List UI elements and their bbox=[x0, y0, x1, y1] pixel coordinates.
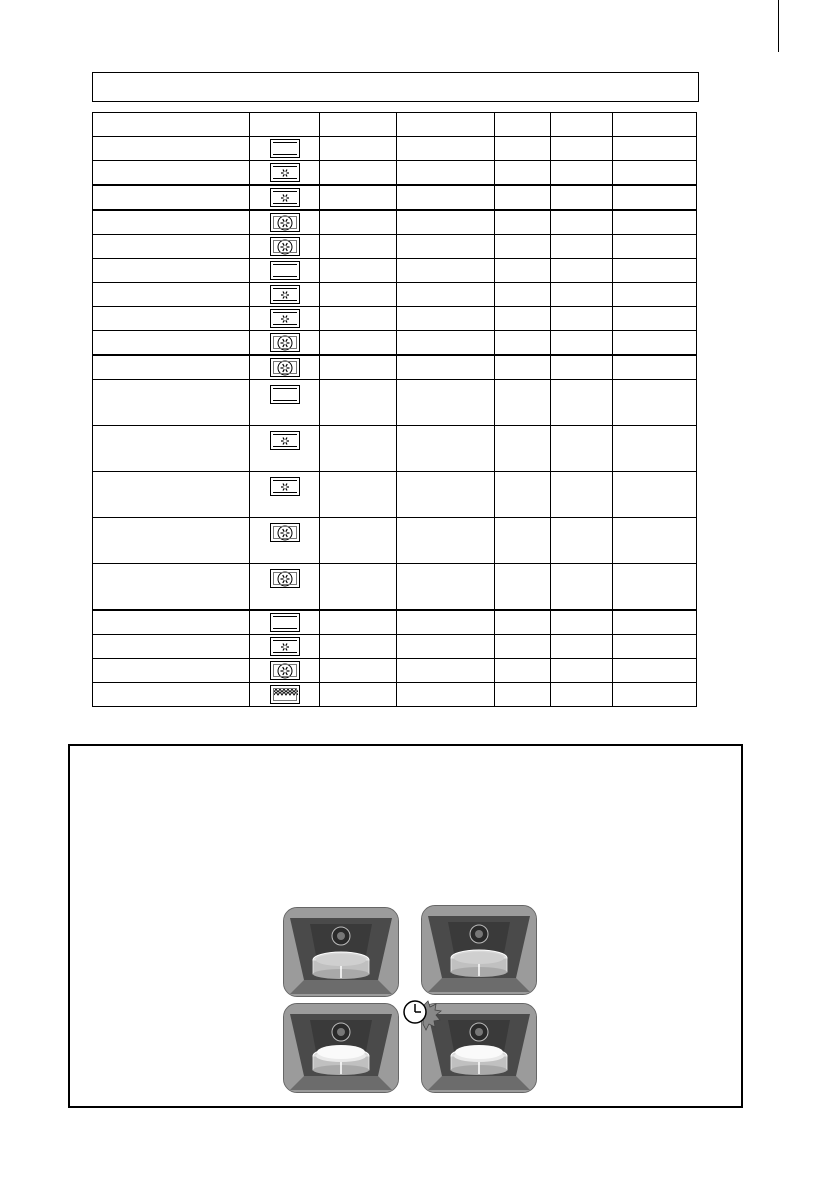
table-cell bbox=[93, 161, 250, 186]
hot-air-fan-icon bbox=[270, 523, 300, 542]
header-col-4 bbox=[397, 113, 495, 137]
table-cell bbox=[397, 283, 495, 307]
header-col-5 bbox=[495, 113, 551, 137]
table-cell bbox=[551, 472, 613, 518]
table-cell bbox=[495, 610, 551, 635]
table-cell bbox=[93, 610, 250, 635]
table-cell bbox=[320, 137, 397, 161]
table-cell bbox=[551, 380, 613, 426]
table-cell bbox=[551, 210, 613, 235]
table-cell bbox=[613, 185, 697, 210]
table-cell bbox=[320, 259, 397, 283]
table-cell bbox=[551, 185, 613, 210]
table-cell bbox=[551, 259, 613, 283]
table-cell bbox=[397, 635, 495, 659]
mode-icon-cell bbox=[250, 564, 320, 611]
table-cell bbox=[551, 659, 613, 683]
table-cell bbox=[93, 683, 250, 707]
hot-air-fan-icon bbox=[270, 213, 300, 232]
table-cell bbox=[495, 472, 551, 518]
hot-air-fan-icon bbox=[270, 333, 300, 352]
table-row bbox=[93, 307, 697, 331]
table-cell bbox=[613, 610, 697, 635]
table-cell bbox=[397, 259, 495, 283]
table-row bbox=[93, 380, 697, 426]
table-cell bbox=[613, 235, 697, 259]
fan-top-bottom-heat-icon bbox=[270, 309, 300, 328]
table-row bbox=[93, 355, 697, 380]
table-cell bbox=[397, 185, 495, 210]
table-cell bbox=[93, 472, 250, 518]
table-cell bbox=[93, 659, 250, 683]
hot-air-fan-icon bbox=[270, 569, 300, 588]
table-cell bbox=[613, 283, 697, 307]
mode-icon-cell bbox=[250, 235, 320, 259]
table-cell bbox=[613, 137, 697, 161]
table-cell bbox=[320, 355, 397, 380]
table-cell bbox=[495, 380, 551, 426]
table-cell bbox=[93, 307, 250, 331]
header-col-3 bbox=[320, 113, 397, 137]
table-cell bbox=[495, 161, 551, 186]
fan-top-bottom-heat-icon bbox=[270, 285, 300, 304]
table-cell bbox=[613, 161, 697, 186]
table-cell bbox=[613, 259, 697, 283]
table-cell bbox=[551, 161, 613, 186]
table-cell bbox=[397, 210, 495, 235]
table-cell bbox=[613, 564, 697, 611]
table-cell bbox=[613, 355, 697, 380]
table-cell bbox=[551, 355, 613, 380]
table-cell bbox=[320, 380, 397, 426]
table-cell bbox=[320, 610, 397, 635]
table-cell bbox=[495, 659, 551, 683]
table-row bbox=[93, 683, 697, 707]
mode-icon-cell bbox=[250, 161, 320, 186]
table-cell bbox=[495, 137, 551, 161]
table-cell bbox=[613, 331, 697, 356]
table-cell bbox=[93, 331, 250, 356]
header-col-6 bbox=[551, 113, 613, 137]
table-cell bbox=[495, 683, 551, 707]
table-row bbox=[93, 659, 697, 683]
mode-icon-cell bbox=[250, 307, 320, 331]
cooking-table bbox=[92, 112, 697, 707]
table-cell bbox=[613, 210, 697, 235]
table-row bbox=[93, 610, 697, 635]
mode-icon-cell bbox=[250, 355, 320, 380]
hot-air-fan-icon bbox=[270, 358, 300, 377]
table-cell bbox=[613, 659, 697, 683]
table-cell bbox=[551, 235, 613, 259]
oven-photo-step-2 bbox=[421, 905, 537, 995]
mode-icon-cell bbox=[250, 331, 320, 356]
table-cell bbox=[495, 235, 551, 259]
table-cell bbox=[320, 564, 397, 611]
table-cell bbox=[93, 635, 250, 659]
table-cell bbox=[320, 518, 397, 564]
table-cell bbox=[93, 283, 250, 307]
table-cell bbox=[93, 380, 250, 426]
mode-icon-cell bbox=[250, 610, 320, 635]
table-cell bbox=[320, 635, 397, 659]
table-cell bbox=[93, 518, 250, 564]
table-cell bbox=[613, 426, 697, 472]
table-cell bbox=[320, 185, 397, 210]
mode-icon-cell bbox=[250, 185, 320, 210]
table-cell bbox=[495, 331, 551, 356]
table-title-box bbox=[92, 72, 699, 102]
fan-top-bottom-heat-icon bbox=[270, 477, 300, 496]
table-header-row bbox=[93, 113, 697, 137]
cut-mark-line bbox=[778, 0, 779, 52]
mode-icon-cell bbox=[250, 659, 320, 683]
oven-photo-step-1 bbox=[283, 907, 399, 997]
table-row bbox=[93, 235, 697, 259]
mode-icon-cell bbox=[250, 518, 320, 564]
table-cell bbox=[397, 426, 495, 472]
table-cell bbox=[320, 472, 397, 518]
table-cell bbox=[397, 610, 495, 635]
table-cell bbox=[495, 259, 551, 283]
table-row bbox=[93, 472, 697, 518]
table-cell bbox=[495, 355, 551, 380]
table-cell bbox=[397, 235, 495, 259]
table-cell bbox=[495, 210, 551, 235]
table-cell bbox=[93, 137, 250, 161]
top-bottom-heat-icon bbox=[270, 385, 300, 404]
hot-air-fan-icon bbox=[270, 237, 300, 256]
table-cell bbox=[320, 426, 397, 472]
table-cell bbox=[397, 683, 495, 707]
table-row bbox=[93, 161, 697, 186]
table-cell bbox=[613, 683, 697, 707]
table-cell bbox=[613, 307, 697, 331]
table-cell bbox=[397, 161, 495, 186]
table-row bbox=[93, 210, 697, 235]
table-cell bbox=[320, 161, 397, 186]
table-cell bbox=[93, 426, 250, 472]
table-cell bbox=[320, 683, 397, 707]
table-cell bbox=[495, 635, 551, 659]
table-cell bbox=[93, 355, 250, 380]
top-bottom-heat-icon bbox=[270, 139, 300, 158]
table-row bbox=[93, 564, 697, 611]
table-cell bbox=[93, 235, 250, 259]
table-cell bbox=[320, 235, 397, 259]
table-row bbox=[93, 518, 697, 564]
grill-icon bbox=[270, 685, 300, 704]
table-cell bbox=[397, 564, 495, 611]
table-cell bbox=[397, 380, 495, 426]
mode-icon-cell bbox=[250, 210, 320, 235]
mode-icon-cell bbox=[250, 635, 320, 659]
header-food bbox=[93, 113, 250, 137]
table-cell bbox=[613, 380, 697, 426]
table-cell bbox=[613, 472, 697, 518]
table-cell bbox=[551, 331, 613, 356]
mode-icon-cell bbox=[250, 472, 320, 518]
table-row bbox=[93, 283, 697, 307]
table-cell bbox=[320, 210, 397, 235]
table-cell bbox=[93, 210, 250, 235]
table-cell bbox=[495, 564, 551, 611]
table-cell bbox=[320, 659, 397, 683]
table-cell bbox=[495, 307, 551, 331]
top-bottom-heat-icon bbox=[270, 613, 300, 632]
table-cell bbox=[551, 426, 613, 472]
table-cell bbox=[397, 331, 495, 356]
table-row bbox=[93, 259, 697, 283]
table-cell bbox=[320, 331, 397, 356]
fan-top-bottom-heat-icon bbox=[270, 431, 300, 450]
hot-air-fan-icon bbox=[270, 661, 300, 680]
top-bottom-heat-icon bbox=[270, 261, 300, 280]
table-cell bbox=[397, 137, 495, 161]
mode-icon-cell bbox=[250, 683, 320, 707]
table-cell bbox=[551, 635, 613, 659]
table-cell bbox=[93, 259, 250, 283]
table-row bbox=[93, 137, 697, 161]
header-col-7 bbox=[613, 113, 697, 137]
tip-box bbox=[68, 744, 743, 1108]
fan-top-bottom-heat-icon bbox=[270, 637, 300, 656]
clock-timer-icon bbox=[402, 999, 442, 1033]
mode-icon-cell bbox=[250, 380, 320, 426]
mode-icon-cell bbox=[250, 283, 320, 307]
table-cell bbox=[551, 137, 613, 161]
fan-top-bottom-heat-icon bbox=[270, 163, 300, 182]
table-cell bbox=[320, 283, 397, 307]
table-cell bbox=[495, 518, 551, 564]
table-cell bbox=[551, 518, 613, 564]
table-cell bbox=[551, 307, 613, 331]
mode-icon-cell bbox=[250, 259, 320, 283]
header-mode bbox=[250, 113, 320, 137]
table-cell bbox=[551, 683, 613, 707]
table-cell bbox=[551, 610, 613, 635]
table-cell bbox=[551, 564, 613, 611]
table-cell bbox=[397, 355, 495, 380]
table-row bbox=[93, 635, 697, 659]
table-cell bbox=[613, 635, 697, 659]
table-cell bbox=[495, 283, 551, 307]
table-row bbox=[93, 426, 697, 472]
table-cell bbox=[397, 472, 495, 518]
table-cell bbox=[397, 307, 495, 331]
oven-photo-step-3 bbox=[283, 1003, 399, 1093]
table-cell bbox=[320, 307, 397, 331]
fan-top-bottom-heat-icon bbox=[270, 188, 300, 207]
table-cell bbox=[397, 659, 495, 683]
table-cell bbox=[551, 283, 613, 307]
table-cell bbox=[93, 564, 250, 611]
table-row bbox=[93, 185, 697, 210]
table-cell bbox=[397, 518, 495, 564]
table-cell bbox=[613, 518, 697, 564]
table-row bbox=[93, 331, 697, 356]
mode-icon-cell bbox=[250, 426, 320, 472]
table-cell bbox=[93, 185, 250, 210]
table-cell bbox=[495, 185, 551, 210]
mode-icon-cell bbox=[250, 137, 320, 161]
table-cell bbox=[495, 426, 551, 472]
